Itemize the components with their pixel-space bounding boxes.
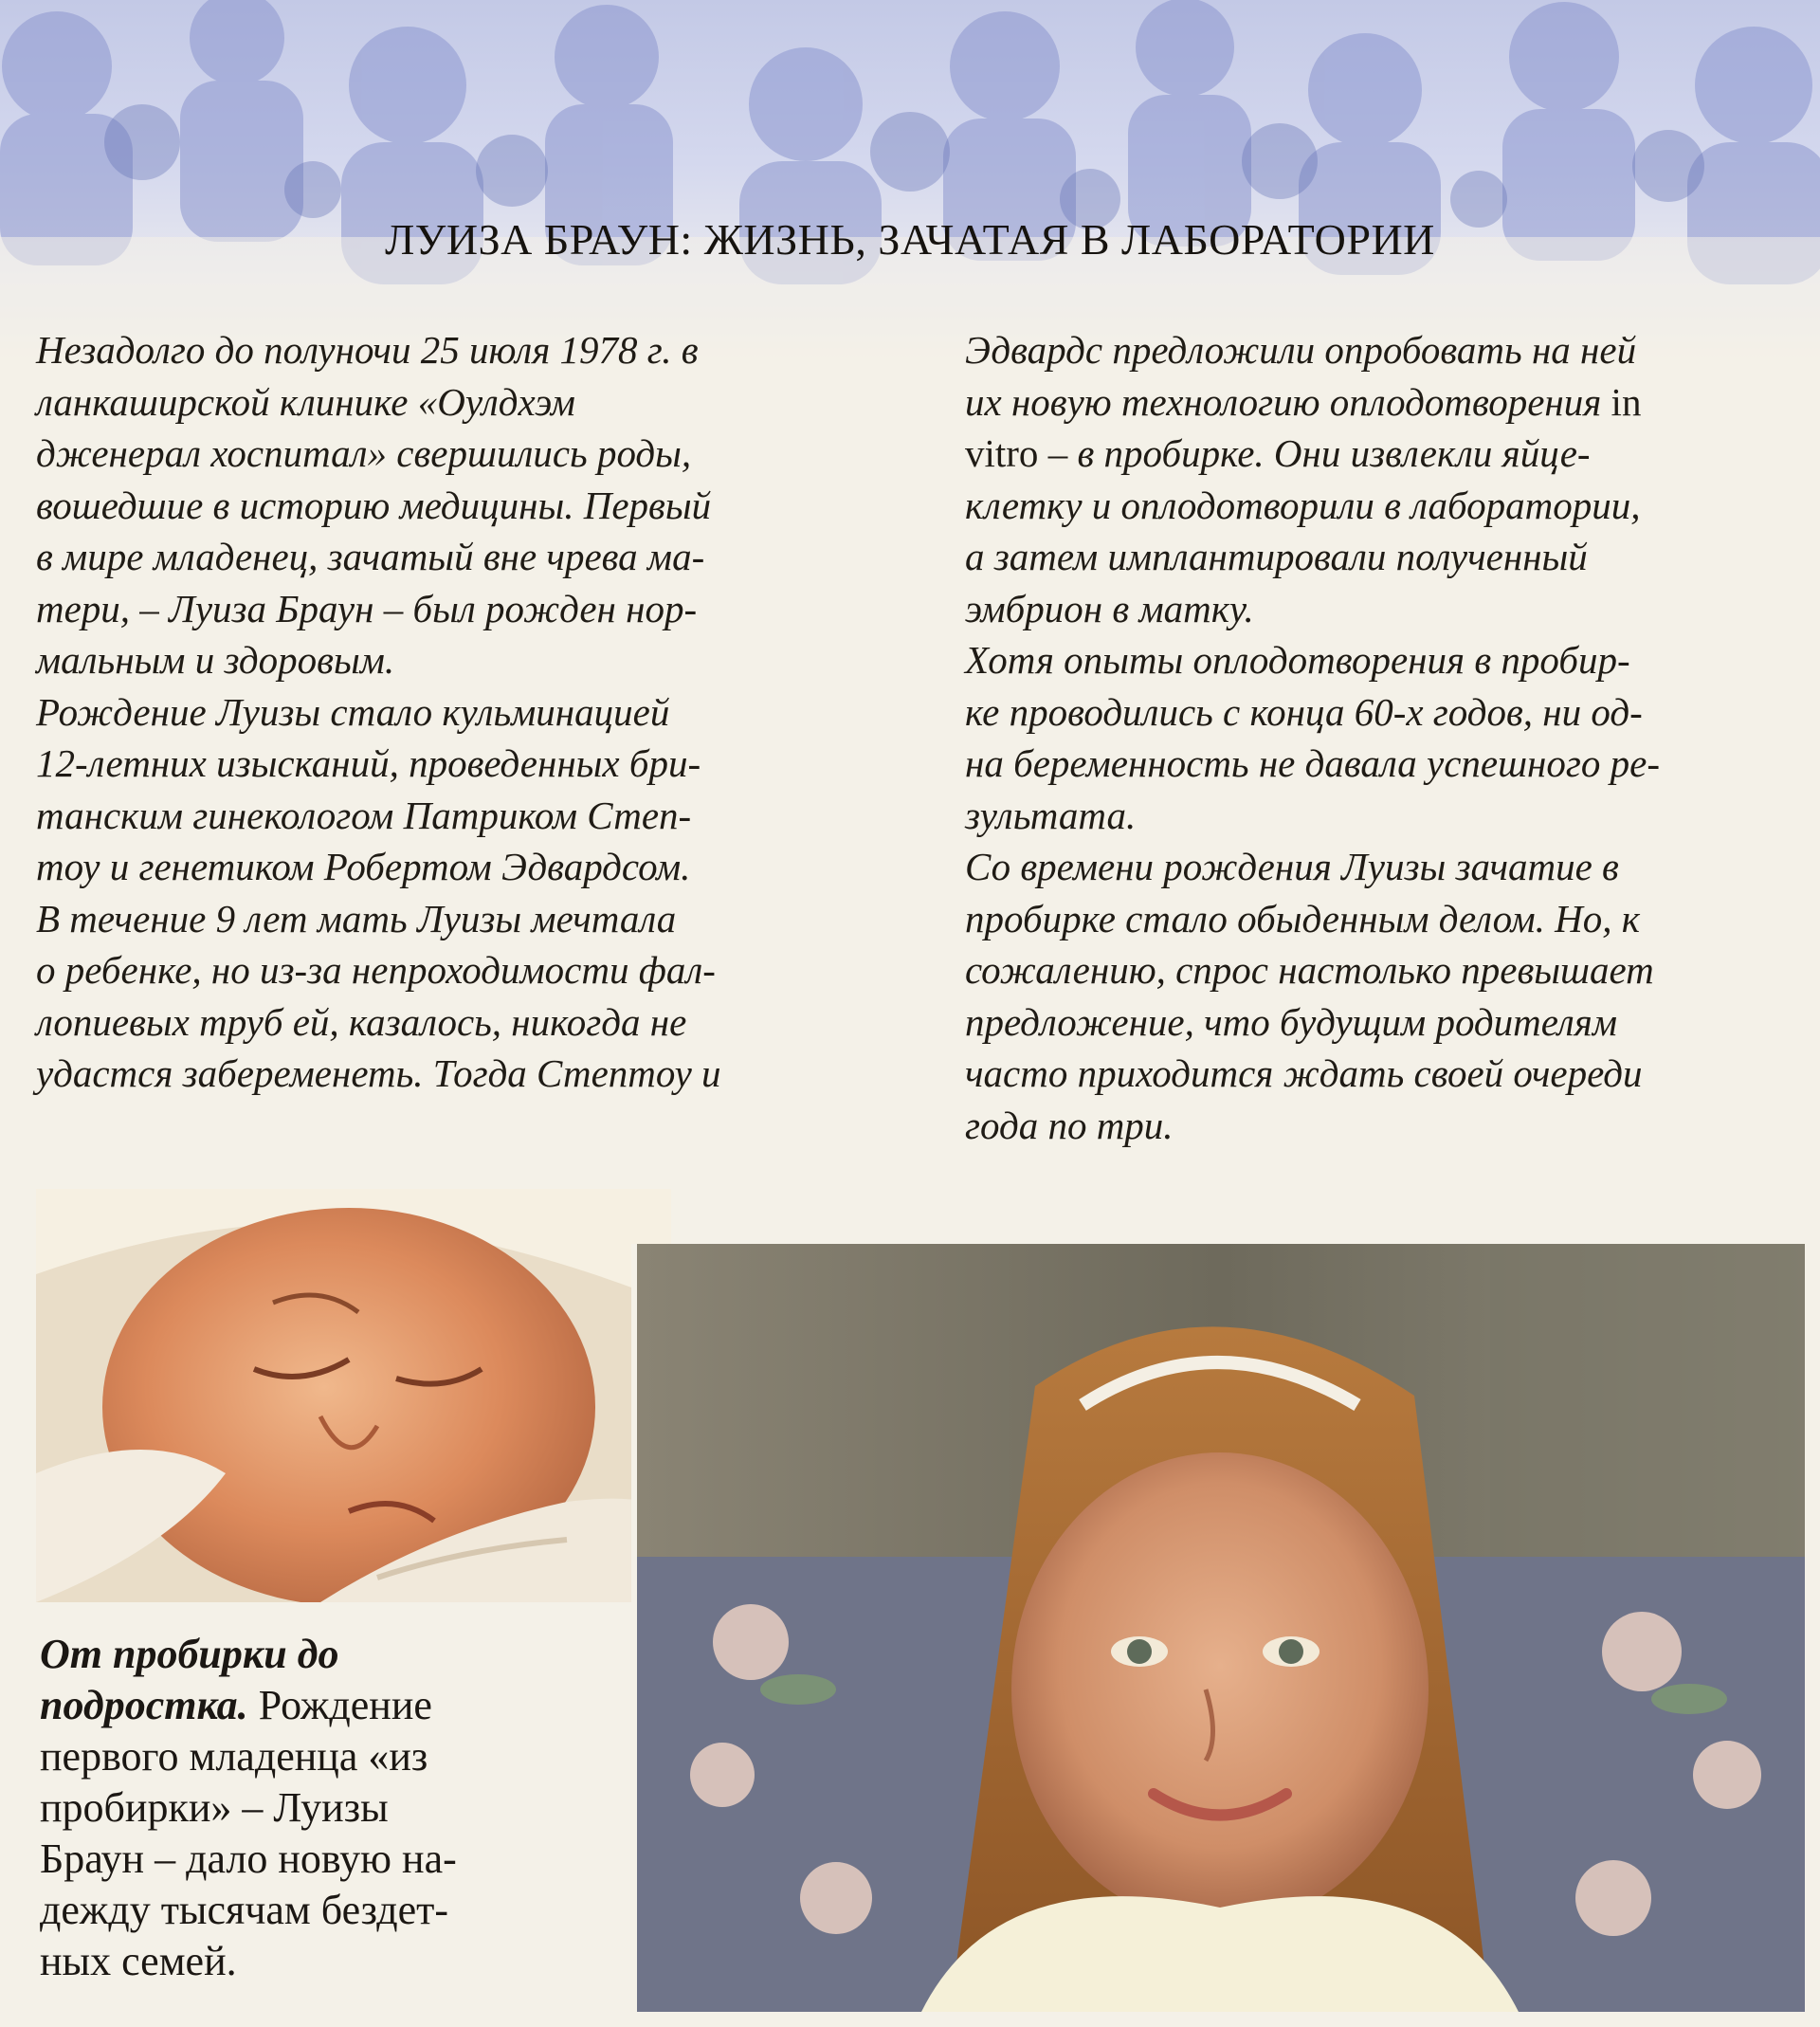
article-paragraph: Хотя опыты оплодотворения в пробир- ке проводились с конца 60-х годов, ни од- на беременность не давала успешного ре- зультата. xyxy=(965,638,1660,837)
teenage-girl-photo xyxy=(631,1244,1805,2012)
photo-caption: От пробирки до подростка. Рождение первого младенца «из пробирки» – Луизы Браун – дало новую на- дежду тысячам бездет- ных семей. xyxy=(40,1631,457,1984)
header-crowd-photo xyxy=(0,0,1820,360)
newborn-photo xyxy=(36,1189,671,1602)
article-paragraph: Рождение Луизы стало кульминацией 12-летних изысканий, проведенных бри- танским гинекологом Патриком Степ- тоу и генетиком Робертом Эдвардсом. В течение 9 лет мать Луизы мечтала о ребенке, но из-за непроходимости фал- лопиевых труб ей, казалось, никогда не удастся забеременеть. Тогда Стептоу и xyxy=(36,689,721,1095)
article-column-left xyxy=(36,324,882,1100)
article-paragraph: Эдвардс предложили опробовать на ней их новую технологию оплодотворения in vitro – в пробирке. Они извлекли яйце- клетку и оплодотворили в лаборатории, а затем имплантировали полученный эмбрион в матку. xyxy=(965,328,1642,630)
article-paragraph: Со времени рождения Луизы зачатие в пробирке стало обыденным делом. Но, к сожалению, спрос настолько превышает предложение, что будущим родителям часто приходится ждать своей очереди года по три. xyxy=(965,845,1654,1147)
article-column-right xyxy=(965,324,1799,1151)
article-title: ЛУИЗА БРАУН: ЖИЗНЬ, ЗАЧАТАЯ В ЛАБОРАТОРИИ xyxy=(385,215,1435,264)
article-paragraph: Незадолго до полуночи 25 июля 1978 г. в ланкаширской клинике «Оулдхэм дженерал хоспитал» свершились роды, вошедшие в историю медицины. Первый в мире младенец, зачатый вне чрева ма- тери, – Луиза Браун – был рожден нор- мальным и здоровым. xyxy=(36,328,712,682)
